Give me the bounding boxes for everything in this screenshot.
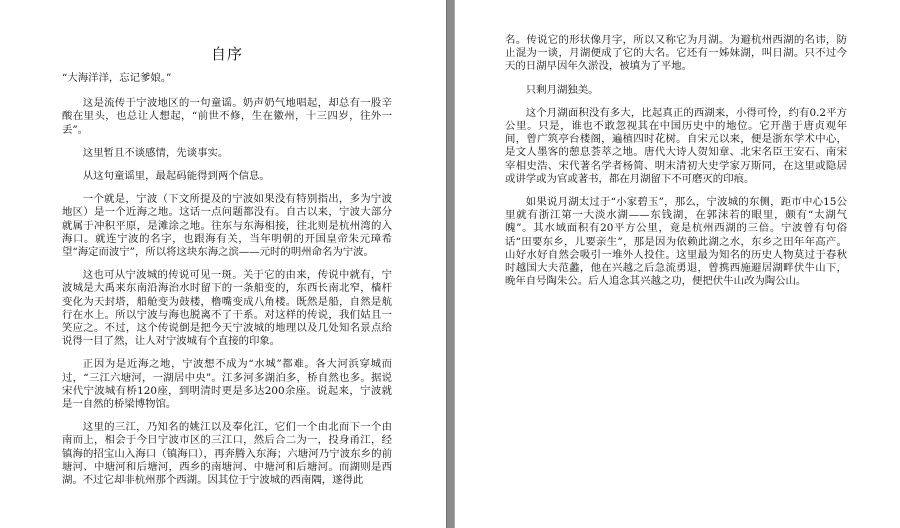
paragraph: 这里的三江，乃知名的姚江以及奉化江，它们一个由北而下一个由南而上，相会于今日宁波市区的三江口，然后合二为一，投身甬江，经镇海的招宝山入海口（镇海口），再奔腾入东海；六塘河乃宁波东乡的前塘河、中塘河和后塘河，西乡的南塘河、中塘河和后塘河。而湖则是西湖。不过它却非杭州那个西湖。因其位于宁波城的西南隅，遂得此	[62, 421, 392, 487]
right-page	[455, 0, 900, 528]
paragraph: 如果说月湖太过于“小家碧玉”，那么，宁波城的东侧，距市中心15公里就有浙江第一大淡水湖——东钱湖，在郭沫若的眼里，颇有“太湖气魄”。其水域面积有20平方公里，竟是杭州西湖的三倍。宁波曾有句俗话“田要东乡，儿要亲生”，那是因为依赖此湖之水，东乡之田年年高产。山好水好自然会吸引一堆外人投住。这里最为知名的历史人物莫过于春秋时越国大夫范蠡，他在兴越之后急流勇退，曾携西施避居湖畔伏牛山下，晚年自号陶朱公。后人追念其兴越之功，便把伏牛山改为陶公山。	[505, 196, 847, 288]
page-title: 自序	[210, 45, 243, 63]
paragraph: 正因为是近海之地，宁波想不成为“水城”都难。各大河浜穿城而过，“三江六塘河，一湖居中央”。江多河多湖泊多，桥自然也多。据说宋代宁波城有桥120座，到明清时更是多达200余座。说起来，宁波就是一自然的桥梁博物馆。	[62, 358, 392, 411]
page-divider	[446, 0, 455, 528]
paragraph: 这个月湖面积没有多大，比起真正的西湖来，小得可怜，约有0.2平方公里。只是，谁也不敢忽视其在中国历史中的地位。它开凿于唐贞观年间，曾广筑亭台楼阁，遍植四时花树。自宋元以来，便是浙东学术中心，是文人墨客的憩息荟萃之地。唐代大诗人贺知章、北宋名臣王安石、南宋宰相史浩、宋代著名学者杨简、明末清初大史学家万斯同，在这里或隐居或讲学或为官或著书，都在月湖留下不可磨灭的印痕。	[505, 106, 847, 185]
left-page-content	[62, 44, 392, 497]
right-page-content	[505, 34, 847, 298]
left-page	[0, 0, 446, 528]
paragraph: 从这句童谣里，最起码能得到两个信息。	[82, 170, 270, 183]
paragraph: 这是流传于宁波地区的一句童谣。奶声奶气地唱起，却总有一股辛酸在里头，也总让人想起，“前世不修，生在徽州，十三四岁，往外一丢”。	[62, 97, 392, 136]
paragraph: 只剩月湖独美。	[525, 83, 599, 96]
paragraph: 这也可从宁波城的传说可见一斑。关于它的由来，传说中就有，宁波城是大禹来东南沿海治水时留下的一条船变的，东西长南北窄，樯杆变化为天封塔，船舱变为鼓楼，橹嘴变成八角楼。既然是船，自然是航行在水上。所以宁波与海也脱离不了干系。对这样的传说，我们姑且一笑应之。不过，这个传说倒是把今天宁波城的地理以及几处知名景点给说得一目了然，让人对宁波城有个直接的印象。	[62, 269, 392, 348]
paragraph: 名。传说它的形状像月字，所以又称它为月湖。为避杭州西湖的名讳，防止混为一谈，月湖便成了它的大名。它还有一姊妹湖，叫日湖。只不过今天的日湖早因年久淤没，被填为了平地。	[505, 34, 847, 73]
paragraph: 这里暂且不谈感情，先谈事实。	[82, 146, 229, 159]
opening-quote: “大海洋洋，忘记爹娘。”	[62, 72, 172, 84]
paragraph: 一个就是，宁波（下文所提及的宁波如果没有特别指出，多为宁波地区）是一个近海之地。这话一点问题都没有。自古以来，宁波大部分就属于冲积平原，是滩涂之地。往东与东海相接，往北则是杭州湾的入海口。就连宁波的名字，也跟海有关，当年明朝的开国皇帝朱元璋希望“海定而波宁”，所以将这块东海之滨——元时的明州命名为宁波。	[62, 193, 392, 259]
